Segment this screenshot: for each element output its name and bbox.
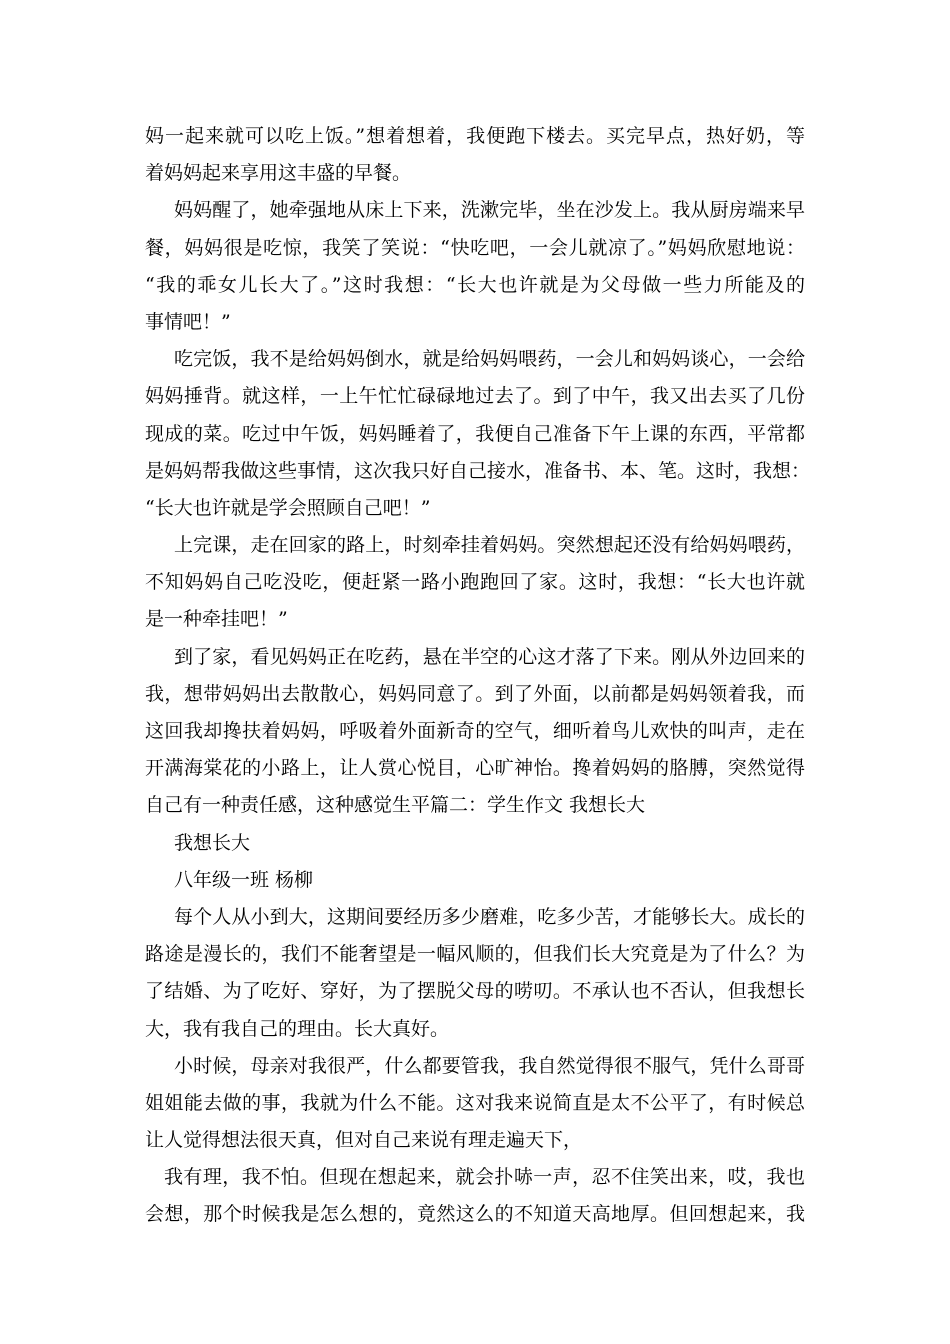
text-line: 每个人从小到大，这期间要经历多少磨难，吃多少苦，才能够长大。成长的 [174, 905, 805, 928]
text-line: 是妈妈帮我做这些事情，这次我只好自己接水，准备书、本、笔。这时，我想： [145, 459, 811, 482]
text-line: 这回我却搀扶着妈妈，呼吸着外面新奇的空气，细听着鸟儿欢快的叫声，走在 [145, 720, 805, 742]
text-line: 上完课，走在回家的路上，时刻牵挂着妈妈。突然想起还没有给妈妈喂药， [174, 534, 805, 557]
text-line: 妈妈醒了，她牵强地从床上下来，洗漱完毕，坐在沙发上。我从厨房端来早 [174, 199, 805, 222]
section-title: 我想长大 [174, 831, 251, 854]
text-line: 是一种牵挂吧！” [145, 608, 288, 631]
text-line: 小时候，母亲对我很严，什么都要管我，我自然觉得很不服气，凭什么哥哥 [174, 1054, 805, 1077]
text-line: 到了家，看见妈妈正在吃药，悬在半空的心这才落了下来。刚从外边回来的 [174, 645, 805, 668]
text-line: 事情吧！” [145, 310, 231, 333]
text-line: 我，想带妈妈出去散散心，妈妈同意了。到了外面，以前都是妈妈领着我，而 [145, 682, 805, 705]
text-line: 让人觉得想法很天真，但对自己来说有理走遍天下， [145, 1129, 583, 1152]
text-line: 大，我有我自己的理由。长大真好。 [145, 1017, 450, 1040]
text-line: 了结婚、为了吃好、穿好，为了摆脱父母的唠叨。不承认也不否认，但我想长 [145, 980, 805, 1003]
text-line: 我有理，我不怕。但现在想起来，就会扑哧一声，忍不住笑出来，哎，我也 [164, 1166, 805, 1189]
text-line: “我的乖女儿长大了。”这时我想：“长大也许就是为父母做一些力所能及的 [145, 273, 805, 296]
text-line: 开满海棠花的小路上，让人赏心悦目，心旷神怡。搀着妈妈的胳膊，突然觉得 [145, 757, 805, 780]
author-line: 八年级一班 杨柳 [174, 868, 314, 891]
text-line: 现成的菜。吃过中午饭，妈妈睡着了，我便自己准备下午上课的东西，平常都 [145, 422, 805, 445]
text-line: 自己有一种责任感，这种感觉生平篇二：学生作文 我想长大 [145, 794, 646, 817]
text-line: 妈妈捶背。就这样，一上午忙忙碌碌地过去了。到了中午，我又出去买了几份 [145, 385, 805, 408]
text-line: 会想，那个时候我是怎么想的，竟然这么的不知道天高地厚。但回想起来，我 [145, 1203, 805, 1226]
text-line: 姐姐能去做的事，我就为什么不能。这对我来说简直是太不公平了，有时候总 [145, 1091, 805, 1114]
text-line: 餐，妈妈很是吃惊，我笑了笑说：“快吃吧，一会儿就凉了。”妈妈欣慰地说： [145, 236, 805, 259]
text-line: “长大也许就是学会照顾自己吧！” [145, 496, 431, 519]
document-body [145, 118, 811, 1234]
text-line: 吃完饭，我不是给妈妈倒水，就是给妈妈喂药，一会儿和妈妈谈心，一会给 [174, 348, 805, 371]
text-line: 着妈妈起来享用这丰盛的早餐。 [145, 162, 412, 185]
text-line: 妈一起来就可以吃上饭。”想着想着，我便跑下楼去。买完早点，热好奶，等 [145, 125, 805, 147]
text-line: 路途是漫长的，我们不能奢望是一幅风顺的，但我们长大究竟是为了什么？为 [145, 943, 805, 966]
text-line: 不知妈妈自己吃没吃，便赶紧一路小跑跑回了家。这时，我想：“长大也许就 [145, 571, 805, 594]
